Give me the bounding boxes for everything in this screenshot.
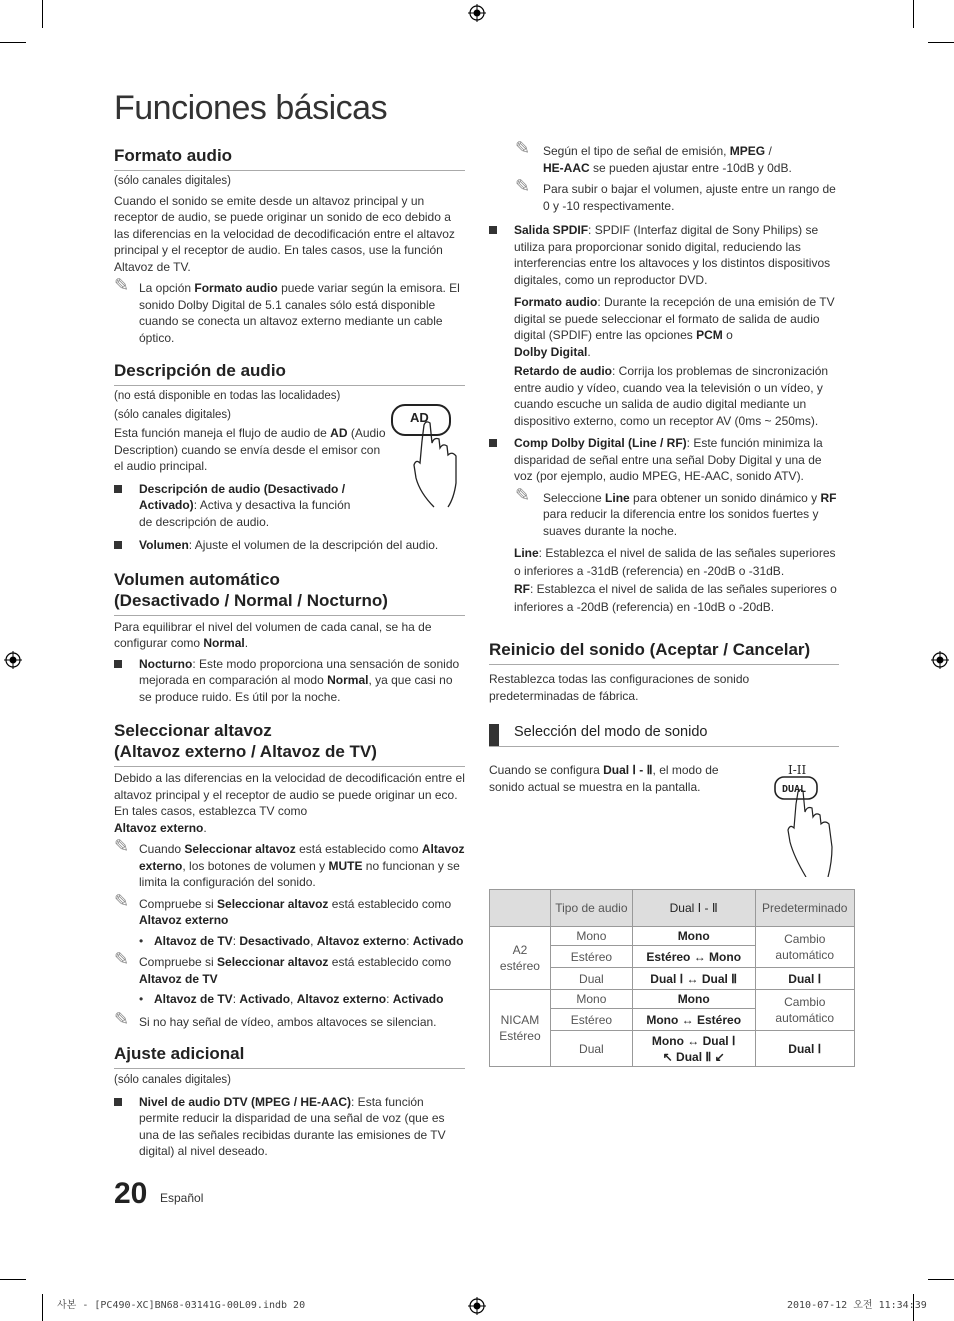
table-row	[490, 927, 855, 946]
table-header-cell: Tipo de audio	[550, 890, 632, 927]
imprint-right: 2010-07-12 오전 11:34:39	[787, 1300, 927, 1311]
seleccionar-altavoz-heading: Seleccionar altavoz (Altavoz externo / Altavoz de TV)	[114, 720, 465, 767]
page-title: Funciones básicas	[114, 89, 388, 127]
line-desc: Line: Establezca el nivel de salida de las señales superiores o inferiores a -31dB (referencia) en -20dB o -31dB.	[514, 546, 836, 578]
descripcion-sub2: (sólo canales digitales)	[114, 408, 231, 421]
table-cell: Cambio automático	[755, 927, 855, 968]
right-note-1: ✎ Según el tipo de señal de emisión, MPEG / HE-AAC se pueden ajustar entre -10dB y 0dB.	[515, 138, 792, 175]
descripcion-bullet-2: Volumen: Ajuste el volumen de la descripción del audio.	[114, 537, 465, 554]
ajuste-adicional-heading: Ajuste adicional	[114, 1043, 465, 1069]
table-cell: Estéreo	[550, 946, 632, 968]
seleccion-modo-heading: Selección del modo de sonido	[514, 724, 708, 740]
bullet-square-icon	[114, 541, 122, 549]
bullet-square-icon	[114, 485, 122, 493]
table-cell: Dual Ⅰ ↔ Dual Ⅱ	[632, 968, 755, 990]
left-column	[114, 145, 465, 1160]
ad-button-label: AD	[410, 410, 429, 425]
seleccion-modo-body: Cuando se configura Dual Ⅰ - Ⅱ, el modo de sonido actual se muestra en la pantalla.	[489, 763, 719, 794]
table-cell: Mono	[632, 927, 755, 946]
registration-mark-icon	[468, 1297, 486, 1315]
ajuste-bullet: Nivel de audio DTV (MPEG / HE-AAC): Esta función permite reducir la disparidad de una señal de voz (que es una de las señales recibidas durante las emisiones de TV digital) al nivel deseado.	[114, 1094, 465, 1160]
volumen-auto-heading: Volumen automático (Desactivado / Normal / Nocturno)	[114, 569, 465, 616]
pencil-note-icon: ✎	[515, 484, 531, 505]
table-cell: Mono	[550, 990, 632, 1009]
seleccion-modo-heading-bar	[489, 722, 839, 747]
bullet-square-icon	[114, 660, 122, 668]
altavoz-note-3: ✎ Compruebe si Seleccionar altavoz está establecido como Altavoz de TV	[114, 949, 452, 986]
table-cell: Mono	[632, 990, 755, 1009]
pencil-note-icon: ✎	[114, 890, 130, 911]
volumen-bullet: Nocturno: Este modo proporciona una sensación de sonido mejorada en comparación al modo Normal, ya que casi no se produce ruido. Es útil por la noche.	[114, 656, 465, 706]
sound-mode-table	[489, 889, 855, 1067]
crop-mark	[928, 1279, 954, 1280]
hand-remote-icon	[772, 762, 842, 877]
page-number: 20	[114, 1177, 148, 1210]
pencil-note-icon: ✎	[515, 176, 531, 196]
table-cell: Cambio automático	[755, 990, 855, 1031]
table-cell: Estéreo ↔ Mono	[632, 946, 755, 968]
altavoz-dot-1: • Altavoz de TV: Desactivado, Altavoz externo: Activado	[139, 933, 464, 948]
dual-indicator: I-II	[788, 763, 807, 777]
right-column	[489, 138, 839, 704]
table-header-cell: Dual Ⅰ - Ⅱ	[632, 890, 755, 927]
descripcion-sub1: (no está disponible en todas las localidades)	[114, 390, 341, 402]
bullet-square-icon	[489, 439, 497, 447]
bullet-square-icon	[489, 724, 499, 746]
pencil-note-icon: ✎	[515, 138, 531, 158]
crop-mark	[42, 0, 43, 28]
formato-audio-digital: Formato audio: Durante la recepción de una emisión de TV digital se puede seleccionar el formato de salida de audio digital (SPDIF) entre las opciones PCM o Dolby Digital.	[514, 295, 835, 359]
altavoz-body-end: Altavoz externo.	[114, 820, 207, 835]
altavoz-note-1: ✎ Cuando Seleccionar altavoz está establecido como Altavoz externo, los botones de volumen y MUTE no funcionan y se limita la configuración del sonido.	[114, 836, 465, 889]
descripcion-bullet-1: Descripción de audio (Desactivado / Activado): Activa y desactiva la función de descripción de audio.	[114, 481, 364, 531]
descripcion-body: Esta función maneja el flujo de audio de AD (Audio Description) cuando se envía desde el emisor con el audio principal.	[114, 426, 386, 473]
table-header-cell	[490, 890, 551, 927]
a2-label: A2 estéreo	[490, 927, 551, 990]
pencil-note-icon: ✎	[114, 949, 130, 969]
rf-desc: RF: Establezca el nivel de salida de las señales superiores o inferiores a -20dB (referencia) en -10dB o -20dB.	[514, 582, 837, 614]
table-cell: Dual Ⅰ	[755, 1031, 855, 1067]
crop-mark	[0, 42, 26, 43]
ajuste-sub: (sólo canales digitales)	[114, 1074, 231, 1086]
nicam-label: NICAM Estéreo	[490, 990, 551, 1067]
table-cell: Mono	[550, 927, 632, 946]
registration-mark-icon	[4, 651, 22, 669]
registration-mark-icon	[468, 4, 486, 22]
table-header-cell: Predeterminado	[755, 890, 855, 927]
table-cell: Dual	[550, 1031, 632, 1067]
altavoz-body: Debido a las diferencias en la velocidad de decodificación entre el altavoz principal y el receptor de audio se puede originar un eco. En tales casos, establezca TV como	[114, 771, 465, 818]
imprint-left: 사본 - [PC490-XC]BN68-03141G-00L09.indb 20	[57, 1300, 306, 1311]
table-cell: Estéreo	[550, 1009, 632, 1031]
pencil-note-icon: ✎	[114, 1008, 130, 1029]
crop-mark	[0, 1279, 26, 1280]
formato-audio-heading: Formato audio	[114, 145, 465, 171]
altavoz-dot-2: • Altavoz de TV: Activado, Altavoz externo: Activado	[139, 992, 444, 1006]
altavoz-note-4: ✎ Si no hay señal de vídeo, ambos altavoces se silencian.	[114, 1008, 437, 1029]
pencil-note-icon: ✎	[114, 836, 130, 856]
retardo-audio: Retardo de audio: Corrija los problemas de sincronización entre audio y vídeo, cuando vea la televisión o un vídeo, y cuando escuche un salida de audio digital mediante un dispositivo externo, como un receptor AV (0ms ~ 250ms).	[514, 364, 829, 428]
page-language: Español	[160, 1191, 204, 1205]
right-note-3: ✎ Seleccione Line para obtener un sonido dinámico y RF para reducir la diferencia entre los sonidos fuertes y suaves durante la noche.	[515, 484, 837, 538]
dual-button-label: DUAL	[782, 784, 807, 795]
formato-audio-sub: (sólo canales digitales)	[114, 175, 231, 187]
formato-audio-note: ✎ La opción Formato audio puede variar según la emisora. El sonido Dolby Digital de 5.1 canales sólo está disponible cuando se conecta un altavoz externo mediante un cable óptico.	[114, 275, 460, 345]
hand-remote-icon	[390, 403, 470, 508]
pencil-note-icon: ✎	[114, 275, 130, 295]
table-cell: Mono ↔ Estéreo	[632, 1009, 755, 1031]
crop-mark	[42, 1294, 43, 1321]
crop-mark	[928, 42, 954, 43]
right-note-2: ✎ Para subir o bajar el volumen, ajuste entre un rango de 0 y -10 respectivamente.	[515, 176, 836, 213]
registration-mark-icon	[931, 651, 949, 669]
table-header-row	[490, 890, 855, 927]
reinicio-body: Restablezca todas las configuraciones de sonido predeterminadas de fábrica.	[489, 672, 750, 703]
volumen-body: Para equilibrar el nivel del volumen de cada canal, se ha de configurar como Normal.	[114, 619, 432, 650]
bullet-square-icon	[489, 226, 497, 234]
formato-audio-body: Cuando el sonido se emite desde un altavoz principal y un receptor de audio, se puede originar un sonido de eco debido a las diferencias en la velocidad de decodificación entre el altavoz principal y el receptor de audio. En tales casos, use la función Altavoz de TV.	[114, 193, 455, 274]
descripcion-block	[114, 388, 465, 554]
table-cell: Dual	[550, 968, 632, 990]
bullet-square-icon	[114, 1098, 122, 1106]
crop-mark	[913, 0, 914, 28]
comp-dolby-bullet: Comp Dolby Digital (Line / RF): Este función minimiza la disparidad de señal entre una señal Doby Digital y una de voz (por ejemplo, audio MPEG, HE-AAC, sonido ATV).	[489, 435, 839, 485]
table-cell: Dual Ⅰ	[755, 968, 855, 990]
spdif-bullet: Salida SPDIF: SPDIF (Interfaz digital de Sony Philips) se utiliza para proporcionar sonido digital, reduciendo las interferencias entre los altavoces y los distintos dispositivos digitales, como un reproductor DVD.	[489, 222, 839, 288]
descripcion-audio-heading: Descripción de audio	[114, 360, 465, 386]
table-cell: Mono ↔ Dual Ⅰ ↖ Dual Ⅱ ↙	[632, 1031, 755, 1067]
reinicio-heading: Reinicio del sonido (Aceptar / Cancelar)	[489, 639, 839, 665]
table-row	[490, 990, 855, 1009]
altavoz-note-2: ✎ Compruebe si Seleccionar altavoz está establecido como Altavoz externo	[114, 890, 452, 927]
